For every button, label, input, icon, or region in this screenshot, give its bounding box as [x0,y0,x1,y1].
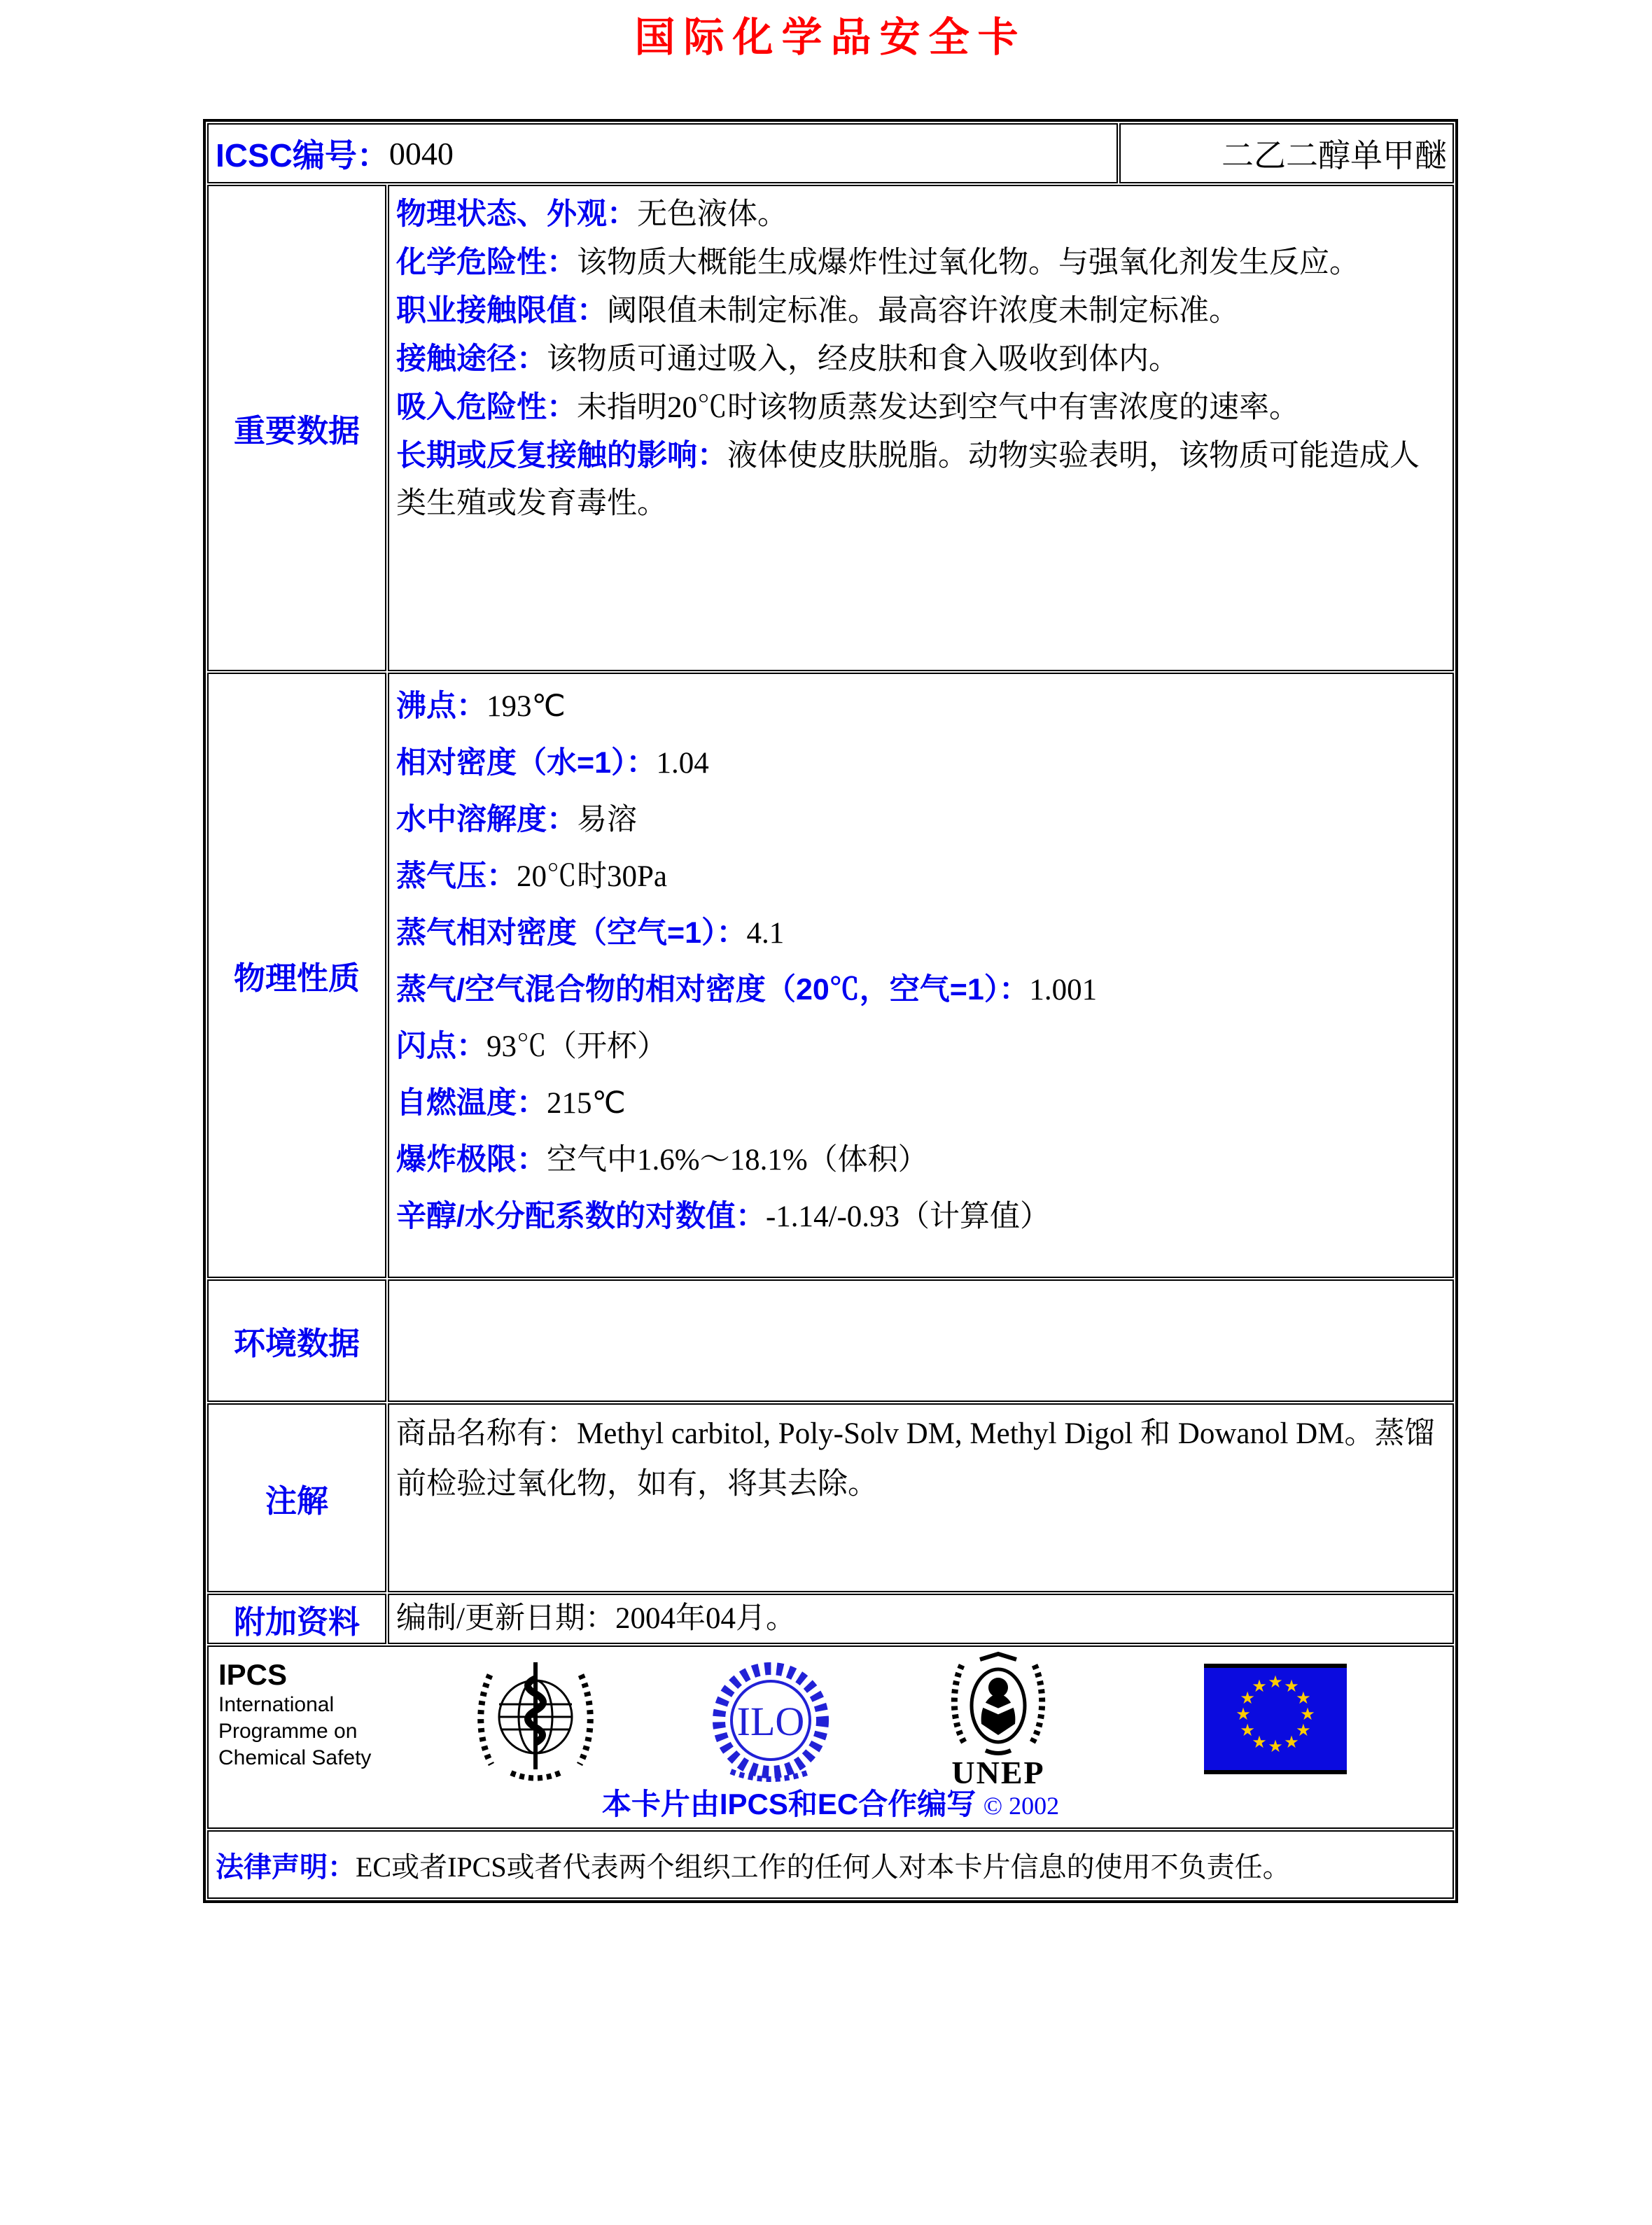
legal-label: 法律声明： [216,1851,356,1883]
property-value: 20℃时30Pa [517,860,667,893]
unep-emblem-icon [949,1651,1047,1756]
property-line [396,1409,1443,1510]
property-line [396,384,1443,432]
ipcs-line-3: Chemical Safety [218,1746,372,1769]
property-label: 相对密度（水=1）： [396,746,657,780]
eu-star-icon: ★ [1252,1733,1267,1752]
property-label: 辛醇/水分配系数的对数值： [396,1200,766,1233]
environmental-data-row [207,1279,1454,1402]
icsc-number-value: 0040 [388,135,454,171]
eu-star-icon: ★ [1296,1690,1311,1708]
property-value: 空气中1.6%～18.1%（体积） [547,1144,928,1177]
additional-info-row [207,1594,1454,1644]
property-value: 193℃ [486,690,566,723]
notes-row [207,1403,1454,1592]
property-label: 接触途径： [396,342,547,376]
section-label-physical: 物理性质 [207,673,386,1278]
eu-star-icon: ★ [1236,1706,1251,1724]
property-value: 该物质大概能生成爆炸性过氧化物。与强氧化剂发生反应。 [577,246,1359,279]
property-label: 化学危险性： [396,246,577,279]
property-label: 蒸气压： [396,859,517,893]
eu-star-icon: ★ [1240,1722,1255,1740]
property-value: 93℃（开杯） [486,1030,667,1063]
property-value: 液体使皮肤脱脂。动物实验表明，该物质可能造成人类生殖或发育毒性。 [396,440,1420,520]
important-data-content [388,185,1454,671]
property-line [396,287,1443,335]
caption-text: 本卡片由IPCS和EC合作编写 [601,1788,976,1820]
legal-text: EC或者IPCS或者代表两个组织工作的任何人对本卡片信息的使用不负责任。 [356,1851,1291,1883]
property-line [396,239,1443,287]
ilo-letters: ILO [736,1699,805,1744]
organizations-cell [207,1645,1454,1829]
header-row [207,123,1454,183]
icsc-number-label: ICSC编号： [216,137,389,174]
section-label-notes: 注解 [207,1403,386,1592]
property-line [396,905,1443,962]
eu-star-icon: ★ [1268,1738,1283,1756]
icsc-card [203,119,1458,1903]
ilo-logo-icon [710,1654,832,1794]
property-line [396,1018,1443,1075]
eu-star-icon: ★ [1284,1733,1299,1752]
property-label: 水中溶解度： [396,803,577,836]
property-line [396,962,1443,1018]
cooperation-caption [209,1781,1452,1823]
ipcs-text-block [218,1658,371,1771]
property-label: 长期或反复接触的影响： [396,439,727,472]
section-label-additional: 附加资料 [207,1594,386,1644]
property-value: 4.1 [746,917,785,950]
ipcs-title: IPCS [218,1658,288,1691]
property-line [396,792,1443,848]
eu-star-icon: ★ [1240,1690,1255,1708]
property-value: 215℃ [547,1087,626,1120]
physical-properties-content [388,673,1454,1278]
eu-star-icon: ★ [1296,1722,1311,1740]
property-line [396,1601,796,1636]
legal-cell [207,1830,1454,1899]
property-value: 商品名称有：Methyl carbitol, Poly-Solv DM, Methyl Digol 和 Dowanol DM。蒸馏前检验过氧化物，如有，将其去除。 [396,1417,1435,1501]
organizations-row [207,1645,1454,1829]
property-line [396,735,1443,792]
property-label: 蒸气相对密度（空气=1）： [396,916,747,950]
physical-properties-row [207,673,1454,1278]
property-value: 未指明20℃时该物质蒸发达到空气中有害浓度的速率。 [577,391,1299,424]
property-value: 阈限值未制定标准。最高容许浓度未制定标准。 [607,295,1239,328]
property-value: 该物质可通过吸入，经皮肤和食入吸收到体内。 [547,343,1179,376]
additional-info-content [388,1594,1454,1644]
chemical-name: 二乙二醇单甲醚 [1222,138,1447,174]
property-label: 蒸气/空气混合物的相对密度（20℃，空气=1）： [396,973,1030,1006]
property-label: 爆炸极限： [396,1143,547,1177]
property-line [396,1132,1443,1188]
legal-row [207,1830,1454,1899]
property-value: 易溶 [577,803,637,836]
property-value: 编制/更新日期：2004年04月。 [396,1602,796,1635]
property-line [396,432,1443,528]
unep-wordmark: UNEP [951,1755,1045,1790]
eu-star-icon: ★ [1252,1678,1267,1697]
property-label: 沸点： [396,689,486,723]
unep-logo [949,1651,1047,1791]
who-logo-icon [469,1654,602,1794]
property-line [396,848,1443,905]
property-value: 1.04 [656,747,709,780]
property-line [396,1188,1443,1245]
eu-flag-icon [1204,1664,1347,1774]
eu-star-icon: ★ [1300,1706,1315,1724]
eu-star-icon: ★ [1268,1673,1283,1692]
property-value: -1.14/-0.93（计算值） [765,1200,1051,1233]
property-label: 吸入危险性： [396,391,577,424]
property-line [396,1075,1443,1132]
property-label: 职业接触限值： [396,294,607,328]
ipcs-line-1: International [218,1693,335,1716]
section-label-environment: 环境数据 [207,1279,386,1402]
property-label: 闪点： [396,1030,486,1063]
property-value: 无色液体。 [637,198,788,231]
property-line [396,678,1443,735]
chemical-name-cell [1119,123,1454,183]
eu-star-icon: ★ [1284,1678,1299,1697]
property-value: 1.001 [1029,974,1098,1006]
important-data-row [207,185,1454,671]
icsc-number-cell [207,123,1118,183]
copyright-text: © 2002 [983,1792,1060,1820]
page-title: 国际化学品安全卡 [634,15,1027,60]
ipcs-line-2: Programme on [218,1720,358,1743]
property-label: 物理状态、外观： [396,197,637,231]
property-line [396,190,1443,239]
property-label: 自燃温度： [396,1086,547,1120]
environmental-data-content [388,1279,1454,1402]
section-label-important: 重要数据 [207,185,386,671]
notes-content [388,1403,1454,1592]
property-line [396,335,1443,384]
